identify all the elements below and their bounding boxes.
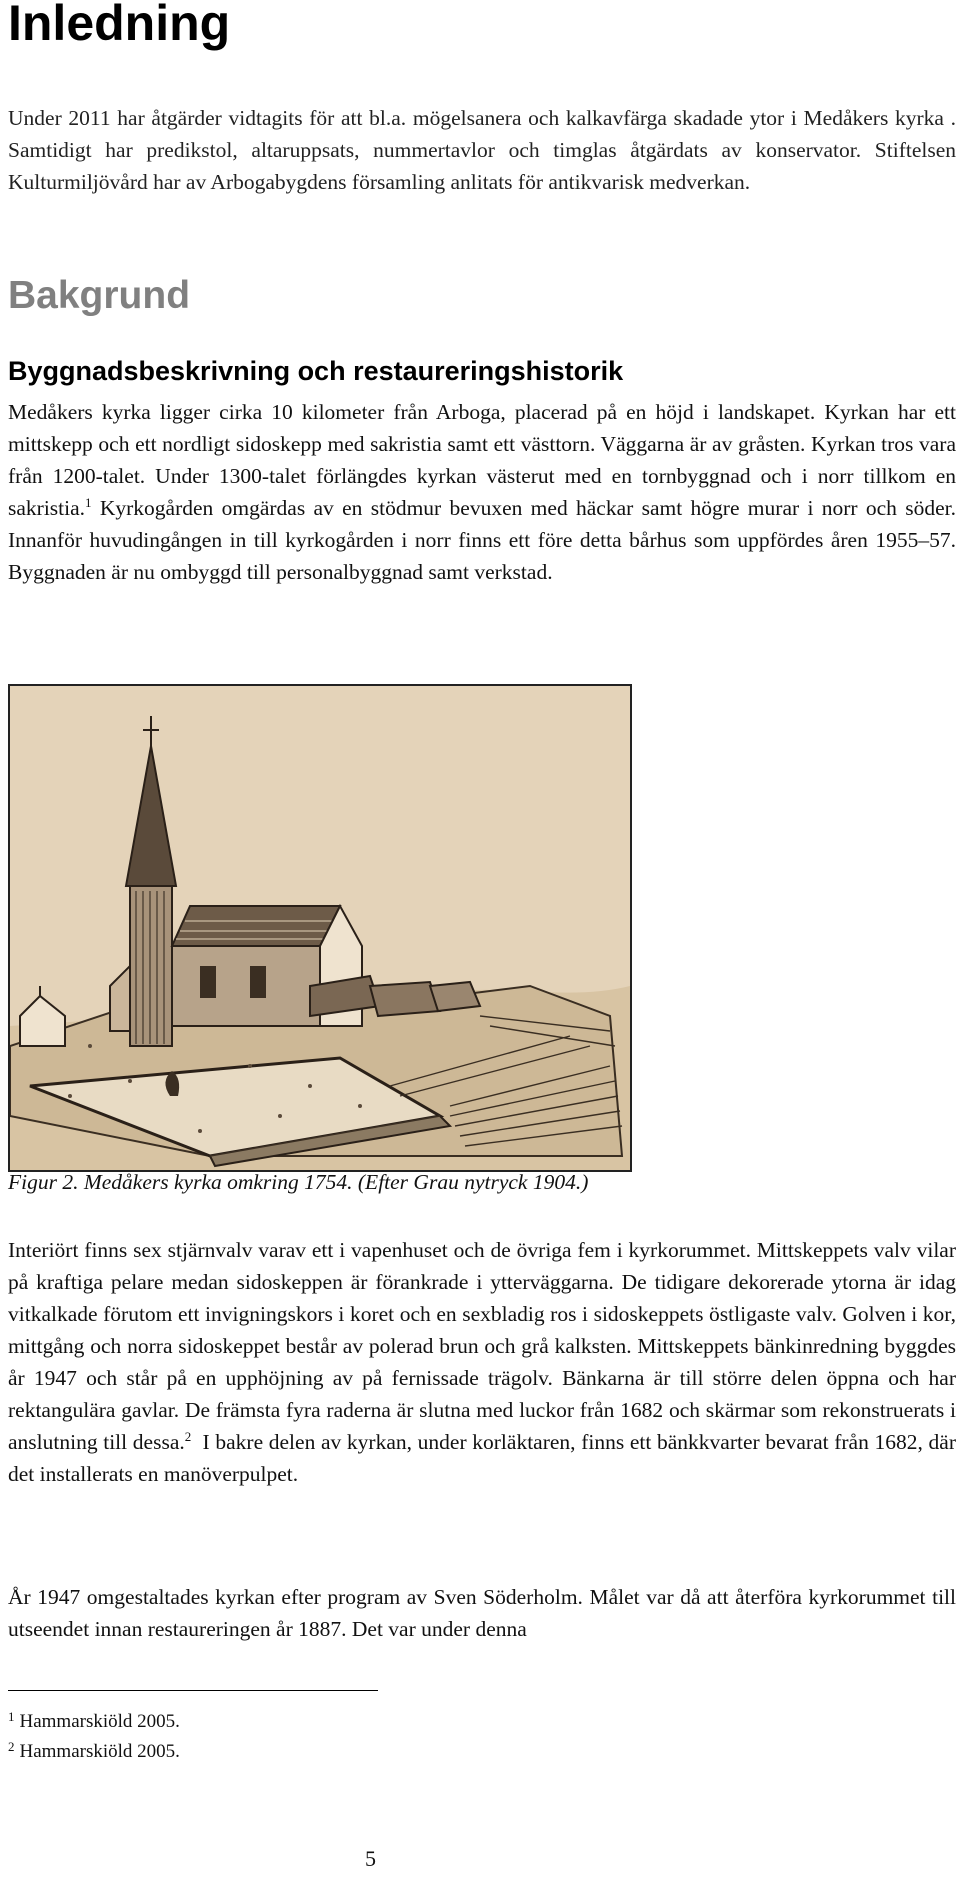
building-description-text-a: Medåkers kyrka ligger cirka 10 kilometer från Arboga, placerad på en höjd i landskapet. Kyrkan har ett mittskepp och ett nordligt sidoskepp med sakristia samt ett västtorn. Väggarna är av gråsten. Kyrkan tros vara från 1200-talet. Under 1300-talet förlängdes kyrkan västerut med en tornbyggnad och i norr tillkom en sakristia. xyxy=(8,400,956,520)
restoration-1947-paragraph: År 1947 omgestaltades kyrkan efter program av Sven Söderholm. Målet var då att återföra kyrkorummet till utseendet innan restaureringen år 1887. Det var under denna xyxy=(8,1585,956,1641)
footnote-2-text: Hammarskiöld 2005. xyxy=(19,1741,180,1762)
interior-text-a: Interiört finns sex stjärnvalv varav ett i vapenhuset och de övriga fem i kyrkorummet. Mittskeppets valv vilar på kraftiga pelare medan sidoskeppen är förankrade i ytterväggarna. De tidigare dekorerade ytorna är idag vitkalkade förutom ett invigningskors i koret och en sexbladig ros i sidoskeppets östligaste valv. Golven i kor, mittgång och norra sidoskeppet består av polerad brun och grå kalksten. Mittskeppets bänkinredning byggdes år 1947 och står på en upphöjning av på fernissade trägolv. Bänkarna är till större delen öppna och har rektangulära gavlar. De främsta fyra raderna är slutna med luckor från 1682 och skärmar som rekonstruerats i anslutning till dessa. xyxy=(8,1238,956,1454)
section-heading: Bakgrund xyxy=(8,274,191,317)
footnote-1-text: Hammarskiöld 2005. xyxy=(19,1711,180,1732)
page-number: 5 xyxy=(365,1846,376,1871)
figure-caption: Figur 2. Medåkers kyrka omkring 1754. (Efter Grau nytryck 1904.) xyxy=(8,1170,589,1194)
page-title: Inledning xyxy=(8,0,231,51)
church-illustration xyxy=(8,684,632,1172)
building-description-text-b: Kyrkogården omgärdas av en stödmur bevuxen med häckar samt högre murar i norr och söder. Innanför huvudingången in till kyrkogården i norr finns ett före detta bårhus som uppfördes åren 1955–57. Byggnaden är nu ombyggd till personalbyggnad samt verkstad. xyxy=(8,496,957,584)
building-description-paragraph xyxy=(8,396,956,588)
footnote-2-marker: 2 xyxy=(8,1739,15,1754)
footnote-ref-2: 2 xyxy=(184,1429,192,1444)
interior-paragraph xyxy=(8,1234,956,1490)
subsection-heading: Byggnadsbeskrivning och restaureringshistorik xyxy=(8,356,624,386)
footnote-2 xyxy=(8,1735,180,1764)
footnote-divider xyxy=(8,1690,378,1691)
footnote-1-marker: 1 xyxy=(8,1709,15,1724)
intro-paragraph: Under 2011 har åtgärder vidtagits för att bl.a. mögelsanera och kalkavfärga skadade ytor i Medåkers kyrka . Samtidigt har predikstol, altaruppsats, nummertavlor och timglas åtgärdats av konservator. Stiftelsen Kulturmiljövård har av Arbogabygdens församling anlitats för antikvarisk medverkan. xyxy=(8,106,956,194)
footnote-ref-1: 1 xyxy=(85,495,92,510)
interior-text-b: I bakre delen av kyrkan, under korläktaren, finns ett bänkkvarter bevarat från 1682, där det installerats en manöverpulpet. xyxy=(8,1430,956,1486)
footnote-1 xyxy=(8,1705,180,1734)
